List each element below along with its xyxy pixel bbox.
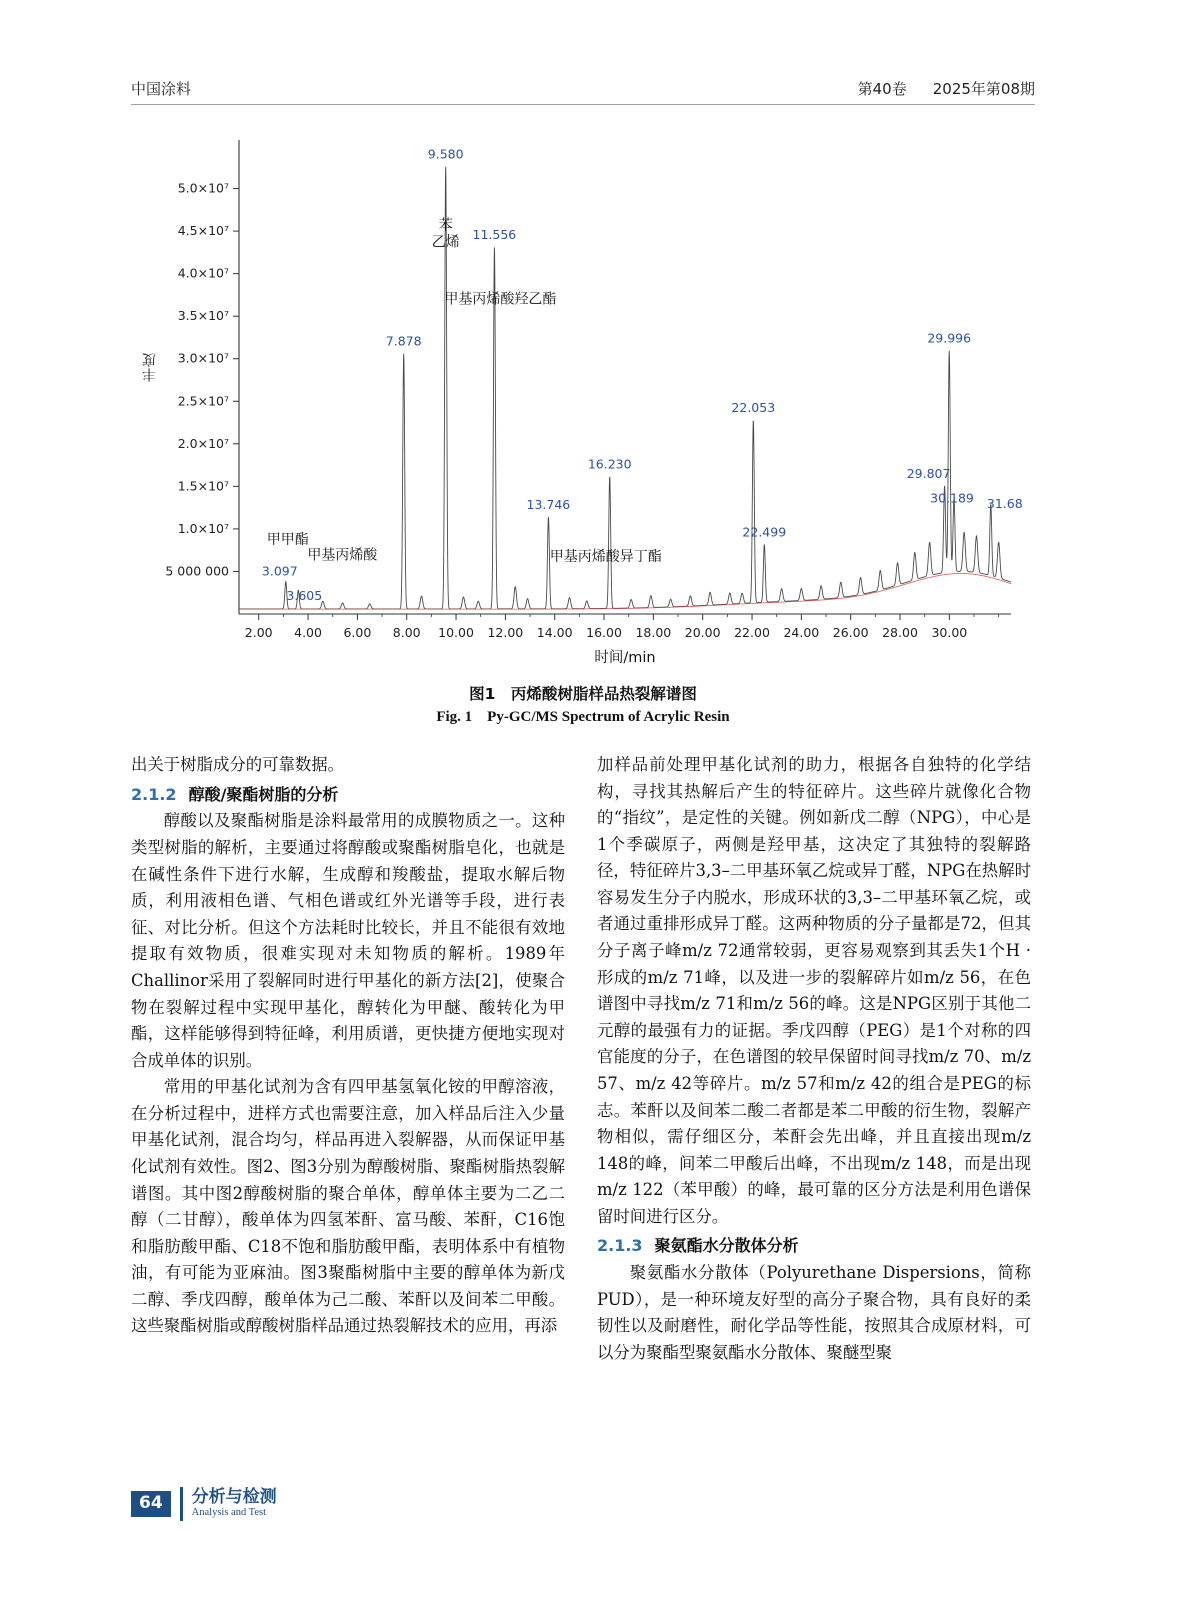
volume-label: 第40卷 (857, 80, 907, 98)
svg-text:甲甲酯: 甲甲酯 (266, 532, 309, 549)
svg-text:8.00: 8.00 (392, 625, 421, 640)
svg-text:29.996: 29.996 (927, 330, 972, 346)
svg-text:4.00: 4.00 (294, 625, 322, 640)
svg-text:4.0×10⁷: 4.0×10⁷ (177, 265, 229, 281)
svg-text:13.746: 13.746 (526, 496, 571, 512)
section-title: 聚氨酯水分散体分析 (654, 1236, 799, 1256)
svg-text:22.053: 22.053 (731, 399, 776, 415)
issue-label: 2025年第08期 (932, 80, 1035, 98)
svg-text:3.605: 3.605 (286, 588, 323, 604)
svg-text:24.00: 24.00 (783, 625, 820, 640)
svg-text:苯: 苯 (438, 217, 453, 234)
svg-text:11.556: 11.556 (472, 227, 517, 243)
svg-text:3.097: 3.097 (261, 563, 298, 579)
chart-y-axis-label: 丰度 (142, 352, 158, 382)
section-number: 2.1.2 (131, 784, 177, 804)
svg-text:10.00: 10.00 (438, 625, 474, 640)
paragraph: 出关于树脂成分的可靠数据。 (131, 755, 345, 774)
section-number: 2.1.3 (597, 1236, 643, 1256)
svg-text:22.00: 22.00 (734, 625, 770, 640)
header-divider (131, 104, 1035, 105)
svg-text:14.00: 14.00 (536, 625, 573, 640)
svg-text:12.00: 12.00 (487, 625, 524, 640)
svg-text:16.00: 16.00 (586, 625, 622, 640)
svg-text:1.0×10⁷: 1.0×10⁷ (177, 520, 229, 536)
footer-section (192, 1489, 277, 1518)
body-column-right (597, 752, 1031, 1367)
svg-text:28.00: 28.00 (882, 625, 918, 640)
page-header (131, 78, 1035, 99)
svg-text:29.807: 29.807 (906, 465, 951, 481)
figure-caption-cn: 图1 丙烯酸树脂样品热裂解谱图 (469, 685, 697, 703)
svg-text:2.00: 2.00 (244, 625, 273, 640)
svg-text:2.0×10⁷: 2.0×10⁷ (177, 435, 229, 451)
svg-text:甲基丙烯酸异丁酯: 甲基丙烯酸异丁酯 (549, 549, 662, 566)
section-title: 醇酸/聚酯树脂的分析 (188, 784, 339, 804)
svg-text:6.00: 6.00 (343, 625, 372, 640)
page-footer (131, 1487, 431, 1521)
body-column-left (131, 752, 565, 1340)
issue-info (858, 78, 1035, 99)
svg-text:16.230: 16.230 (587, 456, 632, 472)
svg-text:26.00: 26.00 (832, 625, 869, 640)
svg-text:20.00: 20.00 (684, 625, 721, 640)
journal-name: 中国涂料 (131, 80, 192, 98)
section-heading-212 (131, 782, 565, 808)
footer-section-cn: 分析与检测 (191, 1487, 277, 1508)
svg-text:甲基丙烯酸羟乙酯: 甲基丙烯酸羟乙酯 (444, 291, 557, 308)
paragraph: 聚氨酯水分散体（Polyurethane Dispersions，简称PUD），是一种环境友好型的高分子聚合物，具有良好的柔韧性以及耐磨性，耐化学品等性能，按照其合成原材料，可以分为聚酯型聚氨酯水分散体、聚醚型聚 (597, 1263, 1031, 1363)
svg-text:3.0×10⁷: 3.0×10⁷ (177, 350, 229, 366)
section-heading-213 (597, 1233, 1031, 1259)
svg-text:5.0×10⁷: 5.0×10⁷ (177, 180, 229, 196)
svg-text:22.499: 22.499 (742, 524, 787, 540)
svg-text:30.00: 30.00 (931, 625, 968, 640)
svg-text:31.68: 31.68 (986, 496, 1023, 512)
svg-text:3.5×10⁷: 3.5×10⁷ (177, 308, 229, 324)
svg-text:甲基丙烯酸: 甲基丙烯酸 (307, 547, 378, 564)
svg-text:2.5×10⁷: 2.5×10⁷ (177, 393, 229, 409)
svg-text:18.00: 18.00 (635, 625, 672, 640)
svg-text:30.189: 30.189 (930, 490, 974, 506)
paragraph: 常用的甲基化试剂为含有四甲基氢氧化铵的甲醇溶液，在分析过程中，进样方式也需要注意，加入样品后注入少量甲基化试剂，混合均匀，样品再进入裂解器，从而保证甲基化试剂有效性。图2、图3分别为醇酸树脂、聚酯树脂热裂解谱图。其中图2醇酸树脂的聚合单体，醇单体主要为二乙二醇（二甘醇），酸单体为四氢苯酐、富马酸、苯酐，C16饱和脂肪酸甲酯、C18不饱和脂肪酸甲酯，表明体系中有植物油，有可能为亚麻油。图3聚酯树脂中主要的醇单体为新戊二醇、季戊四醇，酸单体为己二酸、苯酐以及间苯二甲酸。这些聚酯树脂或醇酸树脂样品通过热裂解技术的应用，再添 (131, 1077, 565, 1336)
svg-text:时间/min: 时间/min (594, 650, 656, 666)
svg-text:乙烯: 乙烯 (431, 234, 460, 251)
figure-chart (131, 118, 1035, 678)
paragraph: 醇酸以及聚酯树脂是涂料最常用的成膜物质之一。这种类型树脂的解析，主要通过将醇酸或聚酯树脂皂化，也就是在碱性条件下进行水解，生成醇和羧酸盐，提取水解后物质，利用液相色谱、气相色谱或红外光谱等手段，进行表征、对比分析。但这个方法耗时比较长，并且不能很有效地提取有效物质，很难实现对未知物质的解析。1989年Challinor采用了裂解同时进行甲基化的新方法[2]，使聚合物在裂解过程中实现甲基化，醇转化为甲醚、酸转化为甲酯，这样能够得到特征峰，利用质谱，更快捷方便地实现对合成单体的识别。 (131, 811, 565, 1070)
svg-text:7.878: 7.878 (385, 333, 422, 349)
paragraph: 加样品前处理甲基化试剂的助力，根据各自独特的化学结构，寻找其热解后产生的特征碎片。这些碎片就像化合物的“指纹”，是定性的关键。例如新戊二醇（NPG），中心是1个季碳原子，两侧是羟甲基，这决定了其独特的裂解路径，特征碎片3,3–二甲基环氧乙烷或异丁醛，NPG在热解时容易发生分子内脱水，形成环状的3,3–二甲基环氧乙烷，或者通过重排形成异丁醛。这两种物质的分子量都是72，但其分子离子峰m/z 72通常较弱，更容易观察到其丢失1个H · 形成的m/z 71峰，以及进一步的裂解碎片如m/z 56，在色谱图中寻找m/z 71和m/z 56的峰。这是NPG区别于其他二元醇的最强有力的证据。季戊四醇（PEG）是1个对称的四官能度的分子，在色谱图的较早保留时间寻找m/z 70、m/z 57、m/z 42等碎片。m/z 57和m/z 42的组合是PEG的标志。苯酐以及间苯二酸二者都是苯二甲酸的衍生物，裂解产物相似，需仔细区分，苯酐会先出峰，并且直接出现m/z 148的峰，间苯二甲酸后出峰，不出现m/z 148，而是出现m/z 122（苯甲酸）的峰，最可靠的区分方法是利用色谱保留时间进行区分。 (597, 755, 1031, 1226)
footer-accent-bar (180, 1487, 183, 1521)
figure-caption-en: Fig. 1 Py-GC/MS Spectrum of Acrylic Resin (436, 709, 730, 725)
page-number: 64 (131, 1491, 171, 1517)
chromatogram-svg (131, 118, 1035, 678)
svg-text:4.5×10⁷: 4.5×10⁷ (177, 223, 229, 239)
svg-text:1.5×10⁷: 1.5×10⁷ (177, 478, 229, 494)
footer-section-en: Analysis and Test (191, 1507, 266, 1519)
svg-text:9.580: 9.580 (427, 146, 464, 162)
svg-text:5 000 000: 5 000 000 (165, 563, 229, 579)
